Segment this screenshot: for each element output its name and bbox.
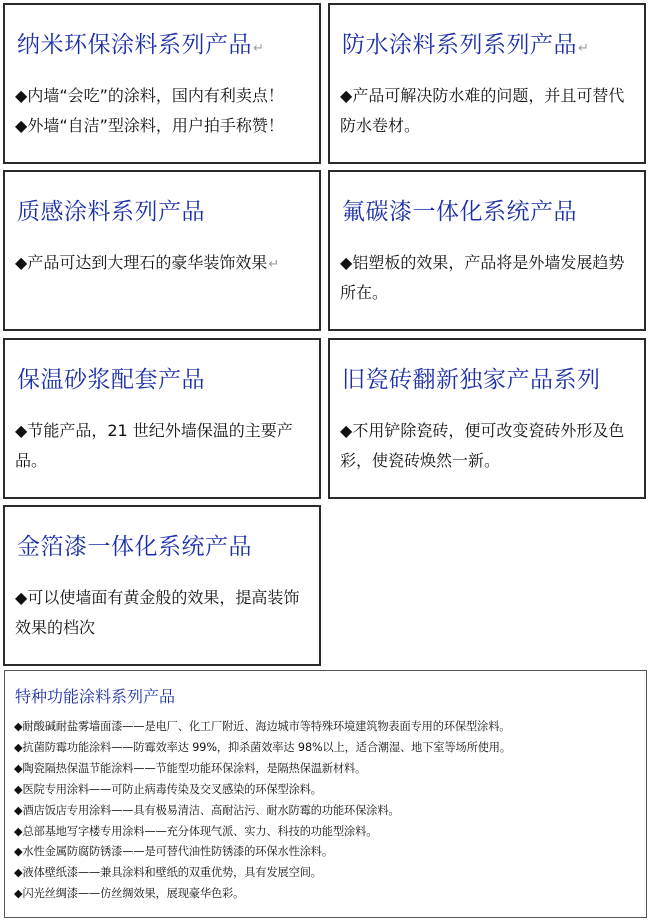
diamond-bullet-icon: ◆: [15, 116, 28, 135]
title-text: 纳米环保涂料系列产品: [17, 32, 252, 58]
diamond-bullet-icon: ◆: [14, 803, 23, 817]
title-text: 金箔漆一体化系统产品: [17, 534, 252, 560]
card-line: [15, 111, 313, 141]
diamond-bullet-icon: ◆: [14, 720, 23, 733]
card-title: [17, 31, 264, 63]
item-text: 耐酸碱耐盐雾墙面漆——是电厂、化工厂附近、海边城市等特殊环境建筑物表面专用的环保型涂料。: [22, 720, 511, 733]
paragraph-mark-icon: ↵: [253, 41, 265, 56]
line-text: 铝塑板的效果，产品将是外墙发展趋势所在。: [340, 253, 625, 302]
item-text: 总部基地写字楼专用涂料——充分体现气派、实力、科技的功能型涂料。: [22, 824, 378, 838]
title-text: 旧瓷砖翻新独家产品系列: [342, 367, 601, 393]
card-line: [15, 248, 313, 280]
list-item: [14, 822, 642, 843]
card-line: [15, 81, 313, 111]
line-text: 外墙“自洁”型涂料，用户拍手称赞！: [27, 116, 284, 135]
card-line: [340, 248, 638, 308]
title-text: 质感涂料系列产品: [17, 199, 205, 225]
card-title: [342, 366, 601, 394]
list-item: [14, 884, 642, 905]
item-text: 陶瓷隔热保温节能涂料——节能型功能环保涂料，是隔热保温新材料。: [22, 761, 367, 775]
list-item: [14, 717, 642, 738]
card-title: [17, 366, 205, 394]
diamond-bullet-icon: ◆: [340, 86, 353, 105]
card-title: [342, 31, 589, 63]
item-text: 抗菌防霉功能涂料——防霉效率达 99%，抑杀菌效率达 98%以上，适合潮湿、地下室等场所使用。: [22, 740, 511, 754]
title-text: 保温砂浆配套产品: [17, 367, 205, 393]
card-body: [15, 416, 313, 476]
diamond-bullet-icon: ◆: [15, 86, 28, 105]
title-text: 防水涂料系列系列产品: [342, 32, 577, 58]
item-text: 医院专用涂料——可防止病毒传染及交叉感染的环保型涂料。: [22, 782, 322, 796]
special-coatings-panel: [4, 670, 647, 918]
line-text: 内墙“会吃”的涂料，国内有利卖点！: [27, 86, 284, 105]
product-card-insulation: [3, 338, 321, 499]
list-item: [14, 842, 642, 863]
list-item: [14, 801, 642, 822]
card-title: [17, 198, 205, 226]
line-text: 节能产品，21 世纪外墙保温的主要产品。: [15, 421, 293, 470]
diamond-bullet-icon: ◆: [14, 782, 23, 796]
paragraph-mark-icon: ↵: [578, 41, 590, 56]
diamond-bullet-icon: ◆: [14, 824, 23, 838]
card-line: [340, 416, 638, 476]
card-line: [340, 81, 638, 141]
card-line: [15, 583, 313, 643]
diamond-bullet-icon: ◆: [340, 253, 353, 272]
item-text: 闪光丝绸漆——仿丝绸效果，展现豪华色彩。: [22, 887, 245, 901]
diamond-bullet-icon: ◆: [340, 421, 353, 440]
line-text: 不用铲除瓷砖，便可改变瓷砖外形及色彩，使瓷砖焕然一新。: [340, 421, 625, 470]
list-item: [14, 863, 642, 884]
card-body: [340, 248, 638, 308]
diamond-bullet-icon: ◆: [15, 253, 28, 272]
diamond-bullet-icon: ◆: [14, 887, 23, 901]
diamond-bullet-icon: ◆: [15, 421, 28, 440]
list-item: [14, 780, 642, 801]
title-text: 氟碳漆一体化系统产品: [342, 199, 577, 225]
product-card-nano: [3, 3, 321, 164]
line-text: 可以使墙面有黄金般的效果，提高装饰效果的档次: [15, 588, 300, 637]
item-text: 液体壁纸漆——兼具涂料和壁纸的双重优势，具有发展空间。: [22, 866, 322, 880]
card-body: [340, 81, 638, 141]
card-body: [15, 81, 313, 141]
diamond-bullet-icon: ◆: [15, 588, 28, 607]
diamond-bullet-icon: ◆: [14, 845, 23, 859]
line-text: 产品可解决防水难的问题，并且可替代防水卷材。: [340, 86, 625, 135]
line-text: 产品可达到大理石的豪华装饰效果: [27, 253, 268, 272]
card-body: [15, 583, 313, 643]
item-text: 水性金属防腐防锈漆——是可替代油性防锈漆的环保水性涂料。: [22, 845, 333, 859]
card-body: [15, 248, 313, 280]
product-card-waterproof: [328, 3, 646, 164]
diamond-bullet-icon: ◆: [14, 740, 23, 754]
product-card-gold-foil: [3, 505, 321, 666]
paragraph-mark-icon: ↵: [268, 257, 280, 272]
diamond-bullet-icon: ◆: [14, 761, 23, 775]
product-card-tile-renovation: [328, 338, 646, 499]
product-card-texture: [3, 170, 321, 331]
card-title: [17, 533, 252, 561]
special-list: [14, 717, 642, 905]
list-item: [14, 759, 642, 780]
card-title: [342, 198, 577, 226]
card-line: [15, 416, 313, 476]
card-body: [340, 416, 638, 476]
diamond-bullet-icon: ◆: [14, 866, 23, 880]
product-card-fluorocarbon: [328, 170, 646, 331]
special-title: 特种功能涂料系列产品: [15, 687, 176, 706]
list-item: [14, 738, 642, 759]
item-text: 酒店饭店专用涂料——具有极易清洁、高耐沾污、耐水防霉的功能环保涂料。: [22, 803, 400, 817]
